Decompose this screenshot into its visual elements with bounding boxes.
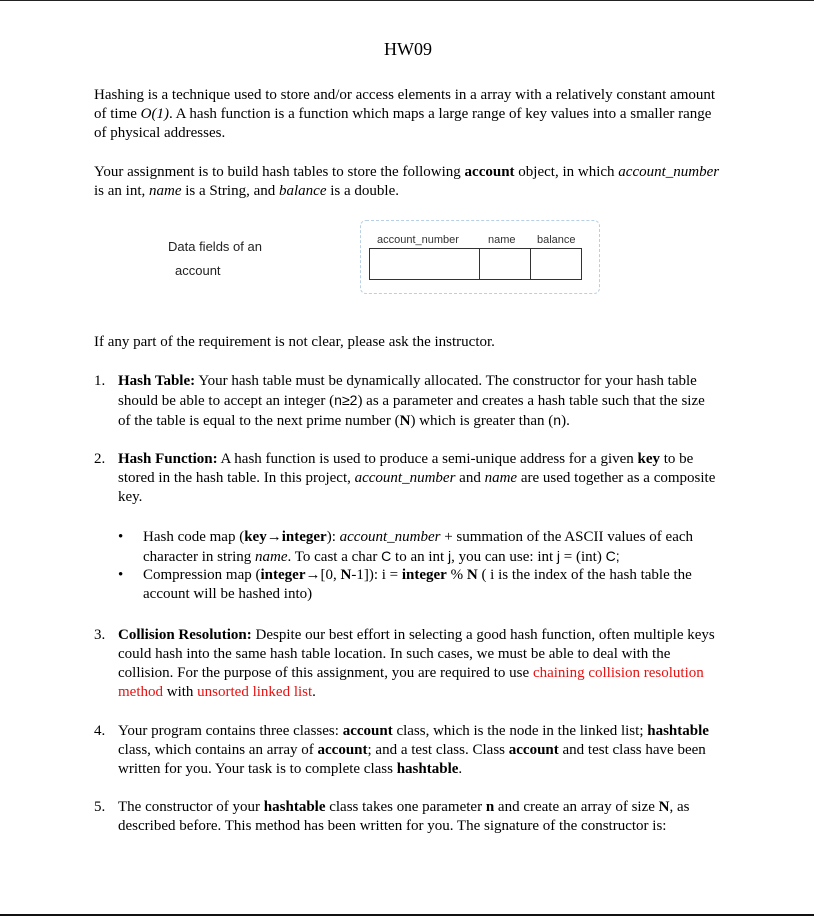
intro-paragraph: Hashing is a technique used to store and/or access elements in a array with a relatively constant amount of time O(1). A hash function is a function which maps a large range of key values into a smaller range of physical addresses. <box>94 87 716 141</box>
name-cell <box>479 248 532 280</box>
page-title: HW09 <box>384 39 432 59</box>
notice-paragraph: If any part of the requirement is not clear, please ask the instructor. <box>94 334 495 350</box>
account-fields-diagram <box>168 220 628 295</box>
top-border <box>0 0 814 1</box>
diagram-frame <box>360 220 600 294</box>
field-name-account-number: account_number <box>377 234 459 246</box>
diagram-label-line1: Data fields of an <box>168 239 262 254</box>
bottom-border <box>0 914 814 916</box>
field-name-name: name <box>488 234 516 246</box>
bullet-icon: • <box>118 567 124 583</box>
balance-cell <box>530 248 582 280</box>
field-name-balance: balance <box>537 234 576 246</box>
account-number-cell <box>369 248 481 280</box>
assignment-paragraph: Your assignment is to build hash tables to store the following account object, in which account_number is an int, name is a String, and balance is a double. <box>94 164 720 199</box>
bullet-icon: • <box>118 529 124 545</box>
diagram-label-line2: account <box>175 263 221 278</box>
